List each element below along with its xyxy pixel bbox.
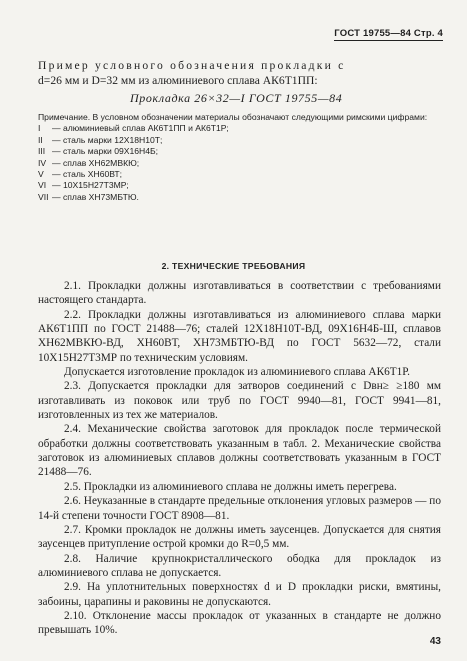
requirements-body	[38, 279, 441, 638]
section-title: 2. ТЕХНИЧЕСКИЕ ТРЕБОВАНИЯ	[161, 261, 306, 271]
numeral-text: — алюминиевый сплав АК6Т1ПП и АК6Т1Р;	[52, 123, 229, 134]
example-dimensions: d=26 мм и D=32 мм из алюминиевого сплава АК6Т1ПП:	[38, 74, 318, 87]
material-note	[38, 112, 441, 203]
note-lead: Примечание. В условном обозначении материалы обозначают следующими римскими цифрами:	[38, 112, 428, 122]
numeral-text: — сталь ХН60ВТ;	[52, 169, 123, 180]
numeral: V	[38, 169, 44, 180]
paragraph: 2.9. На уплотнительных поверхностях d и D прокладки риски, вмятины, забоины, царапины и раковины не допускаются.	[38, 581, 441, 608]
numeral-text: — сплав ХН73МБТЮ.	[52, 191, 139, 202]
numeral-item	[38, 146, 441, 157]
numeral-text: — сталь марки 12Х18Н10Т;	[52, 134, 163, 145]
numeral: I	[38, 123, 41, 134]
numeral-list	[38, 123, 441, 203]
running-head: ГОСТ 19755—84 Стр. 4	[334, 28, 443, 39]
numeral: IV	[38, 157, 47, 168]
paragraph: 2.7. Кромки прокладок не должны иметь заусенцев. Допускается для снятия заусенцев притупление острой кромки до R=0,5 мм.	[38, 523, 441, 551]
example-lead: Пример условного обозначения прокладки с	[38, 59, 346, 72]
numeral-item	[38, 123, 441, 134]
numeral-text: — сплав ХН62МВКЮ;	[52, 157, 140, 168]
designation-example	[38, 58, 441, 88]
paragraph: 2.10. Отклонение массы прокладок от указанных в стандарте не должно превышать 10%.	[38, 609, 441, 637]
paragraph: 2.3. Допускается прокладки для затворов соединений с Dвн≥ ≥180 мм изготавливать из поковок или труб по ГОСТ 9940—81, ГОСТ 9941—81, изготовленных из тех же материалов.	[38, 380, 441, 422]
numeral-item	[38, 169, 441, 180]
numeral-item	[38, 135, 441, 146]
paragraph: Допускается изготовление прокладок из алюминиевого сплава АК6Т1Р.	[64, 366, 410, 379]
page-number: 43	[429, 636, 441, 647]
paragraph: 2.8. Наличие крупнокристаллического ободка для прокладок из алюминиевого сплава не допускается.	[38, 552, 441, 579]
numeral-text: — сталь марки 09Х16Н4Б;	[52, 146, 159, 157]
paragraph: 2.1. Прокладки должны изготавливаться в соответствии с требованиями настоящего стандарта.	[38, 280, 441, 307]
paragraph: 2.4. Механические свойства заготовок для прокладок после термической обработки должны соответствовать указанным в табл. 2. Механические свойства заготовок из алюминиевых сплавов должны соответствовать указанным в ГОСТ 21488—76.	[38, 423, 441, 479]
numeral-item	[38, 158, 441, 169]
numeral: VII	[38, 191, 49, 202]
numeral: VI	[38, 180, 47, 191]
numeral-item	[38, 192, 441, 203]
numeral-item	[38, 180, 441, 191]
paragraph: 2.5. Прокладки из алюминиевого сплава не должны иметь перегрева.	[64, 480, 397, 493]
paragraph: 2.6. Неуказанные в стандарте предельные отклонения угловых размеров — по 14-й степени точности ГОСТ 8908—81.	[38, 495, 441, 522]
numeral: III	[38, 146, 46, 157]
numeral: II	[38, 134, 43, 145]
designation-string: Прокладка 26×32—I ГОСТ 19755—84	[130, 91, 343, 105]
numeral-text: — 10Х15Н27Т3МР;	[52, 180, 129, 191]
paragraph: 2.2. Прокладки должны изготавливаться из алюминиевого сплава марки АК6Т1ПП по ГОСТ 21488—76; сталей 12Х18Н10Т-ВД, 09Х16Н4Б-Ш, сплавов ХН62МВКЮ-ВД, ХН60ВТ, ХН73МБТЮ-ВД по ГОСТ 5632—72, стали 10Х15Н27Т3МР по техническим условиям.	[38, 308, 441, 364]
